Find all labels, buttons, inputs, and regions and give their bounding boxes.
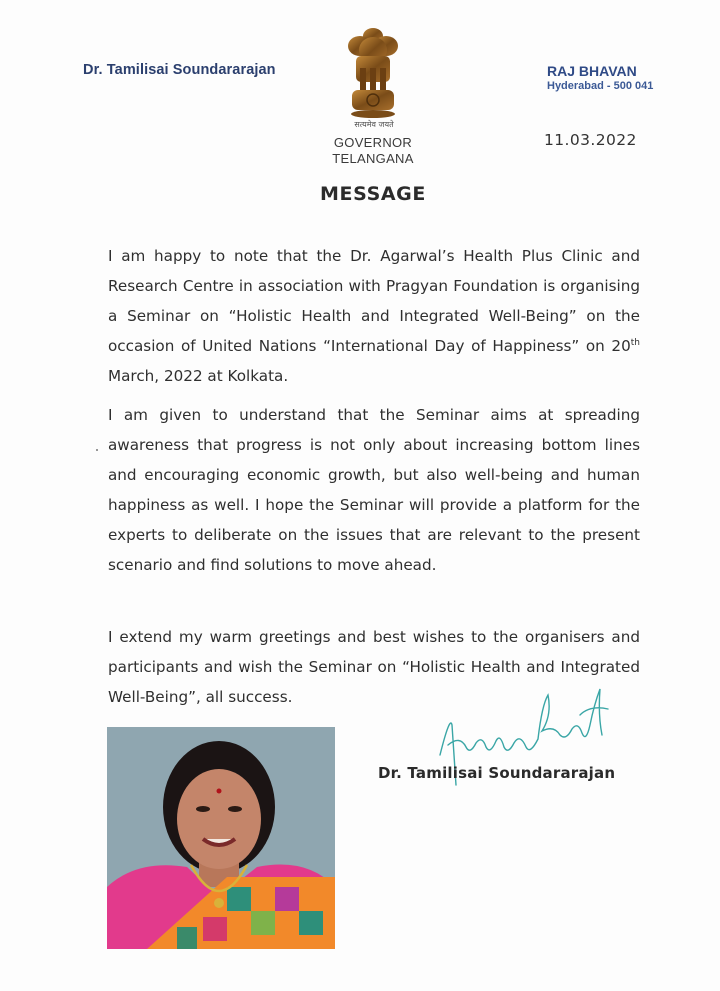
office-line-governor: GOVERNOR — [333, 135, 413, 150]
paragraph-1 — [108, 241, 640, 391]
office-address: Hyderabad - 500 041 — [547, 80, 654, 92]
national-emblem-icon — [340, 26, 406, 120]
paragraph-3: I extend my warm greetings and best wishes to the organisers and participants and wish the Seminar on “Holistic Health and Integrated Well-Being”, all success. — [108, 628, 640, 706]
signatory-name: Dr. Tamilisai Soundararajan — [378, 764, 616, 782]
ordinal-suffix: th — [630, 337, 640, 348]
emblem-motto: सत्यमेव जयते — [354, 120, 394, 129]
office-title — [318, 135, 428, 167]
paragraph-2: I am given to understand that the Seminar aims at spreading awareness that progress is not only about increasing bottom lines and encouraging economic growth, but also well-being and human happiness as well. I hope the Seminar will provide a platform for the experts to deliberate on the issues that are relevant to the present scenario and find solutions to move ahead. — [108, 406, 640, 574]
paragraph-1-text-end: March, 2022 at Kolkata. — [108, 367, 289, 385]
portrait-illustration — [107, 727, 335, 949]
office-location: RAJ BHAVAN — [547, 63, 637, 79]
letter-date: 11.03.2022 — [544, 131, 637, 149]
portrait-photo — [107, 727, 335, 949]
document-title: MESSAGE — [320, 183, 426, 205]
paragraph-1-text: I am happy to note that the Dr. Agarwal’s Health Plus Clinic and Research Centre in association with Pragyan Foundation is organising a Seminar on “Holistic Health and Integrated Well-Being” on the occasion of United Nations “International Day of Happiness” on 20 — [108, 247, 640, 355]
office-line-state: TELANGANA — [332, 151, 414, 166]
scan-speck — [96, 449, 98, 451]
sender-name: Dr. Tamilisai Soundararajan — [83, 62, 276, 78]
